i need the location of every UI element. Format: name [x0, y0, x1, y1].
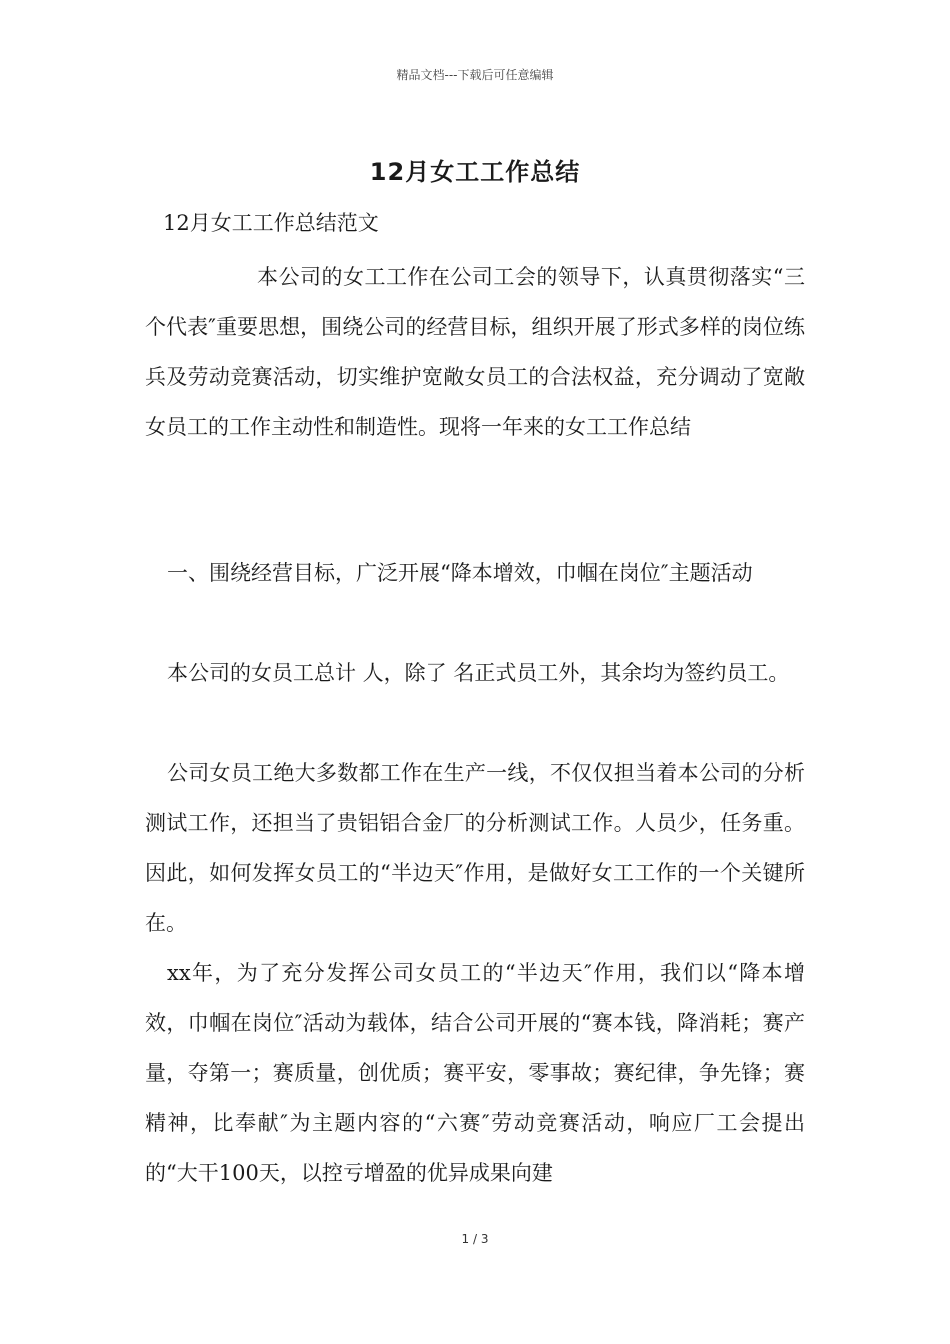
document-subtitle: 12月女工工作总结范文 [163, 211, 379, 235]
paragraph-staff-count: 本公司的女员工总计 人，除了 名正式员工外，其余均为签约员工。 [167, 661, 790, 685]
paragraph-activities: xx年，为了充分发挥公司女员工的“半边天″作用，我们以“降本增效，巾帼在岗位″活动为载体，结合公司开展的“赛本钱，降消耗；赛产量，夺第一；赛质量，创优质；赛平安，零事故；赛纪律，争先锋；赛精神，比奉献″为主题内容的“六赛″劳动竞赛活动，响应厂工会提出的“大干100天，以控亏增盈的优异成果向建 [145, 961, 805, 1185]
document-title: 12月女工工作总结 [369, 158, 581, 186]
paragraph-block-intro [145, 252, 805, 452]
page-number: 1 / 3 [461, 1232, 489, 1246]
paragraph-block-frontline [145, 748, 805, 948]
paragraph-block-staff-count [145, 648, 805, 698]
paragraph-block-activities [145, 948, 805, 1198]
paragraph-block-section-heading [145, 548, 805, 598]
paragraph-intro: 本公司的女工工作在公司工会的领导下，认真贯彻落实“三个代表″重要思想，围绕公司的经营目标，组织开展了形式多样的岗位练兵及劳动竞赛活动，切实维护宽敞女员工的合法权益，充分调动了宽敞女员工的工作主动性和制造性。现将一年来的女工工作总结 [145, 265, 805, 439]
page-header: 精品文档---下载后可任意编辑 [396, 68, 554, 82]
paragraph-frontline: 公司女员工绝大多数都工作在生产一线，不仅仅担当着本公司的分析测试工作，还担当了贵铝铝合金厂的分析测试工作。人员少，任务重。因此，如何发挥女员工的“半边天″作用，是做好女工工作的一个关键所在。 [145, 761, 805, 935]
section-heading: 一、围绕经营目标，广泛开展“降本增效，巾帼在岗位″主题活动 [167, 561, 753, 585]
